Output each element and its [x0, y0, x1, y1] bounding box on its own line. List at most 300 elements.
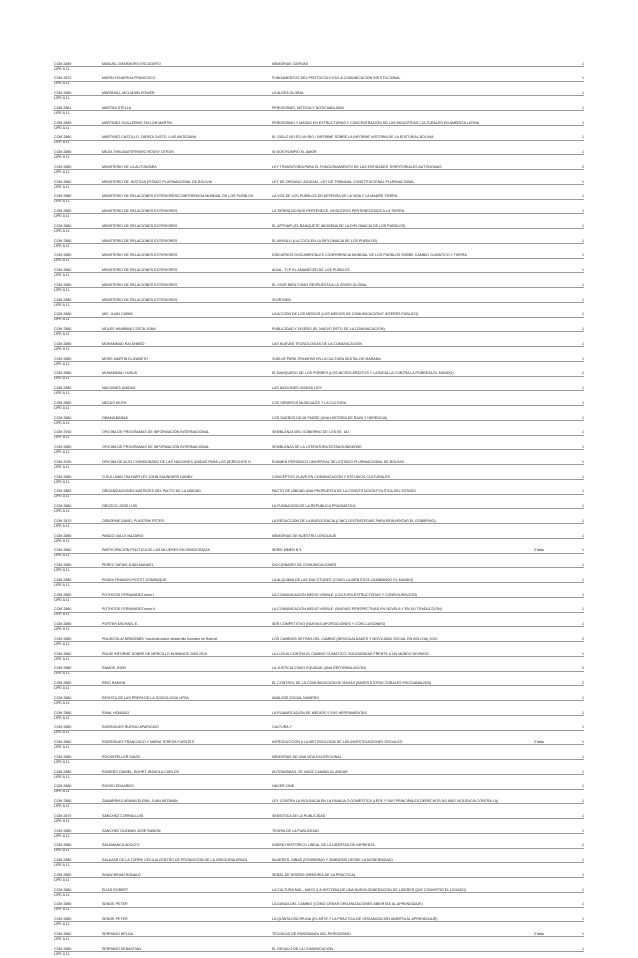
- row-location: LIPE A 11: [54, 804, 70, 809]
- list-row: [54, 368, 584, 383]
- row-location: LIPE A 11: [54, 332, 70, 337]
- row-location: LIPE A 11: [54, 597, 70, 602]
- row-quantity: 1: [582, 872, 584, 877]
- row-quantity: 1: [582, 622, 584, 626]
- row-quantity: 1: [582, 607, 584, 612]
- row-title: MEMORIAS DE NUESTRO LENGUAJE: [272, 533, 337, 538]
- list-row: [54, 515, 584, 530]
- list-row: [54, 589, 584, 604]
- row-author: OSBORNE DAVID, PLASTRIK PETER: [102, 518, 165, 523]
- row-quantity: 1: [582, 695, 584, 700]
- row-location: LIPE A 11: [54, 435, 70, 440]
- row-quantity: 1: [582, 651, 584, 656]
- row-author: MOHAMMAD RAI AHMED: [102, 341, 145, 346]
- row-code: COM 2880: [54, 577, 72, 582]
- row-title: LA TIERRA NO NOS PERTENECE, NOSOTROS PERTENECEMOS A LA TIERRA: [272, 209, 405, 213]
- row-code: COM 2880: [54, 474, 72, 479]
- row-quantity: 1: [582, 931, 584, 936]
- row-title: EL REGALO DE LA COMUNICACIÓN: [272, 946, 333, 951]
- list-row: [54, 560, 584, 575]
- row-author: PEREZ TAPIAS JUAN MANUEL: [102, 563, 154, 567]
- row-quantity: 1: [582, 769, 584, 774]
- row-location: LIPE A 11: [54, 745, 70, 750]
- row-location: LIPE A 11: [54, 287, 70, 292]
- list-row: [54, 353, 584, 368]
- row-title: LA CULTURA MIA – MAYO (LA HISTORIA DE UNA NUEVA GENERACIÓN DE LIDERES QUE CONVIRTIÓ EL LEGADO): [272, 887, 467, 892]
- row-code: COM 2880: [54, 223, 72, 228]
- row-title: LEY DE ÓRGANO JUDICIAL, LEY DE TRIBUNAL CONSTITUCIONAL PLURINACIONAL: [272, 179, 415, 184]
- row-author: SENGE PETER: [102, 917, 128, 921]
- row-quantity: 1: [582, 799, 584, 803]
- list-row: [54, 648, 584, 663]
- row-quantity: 1: [582, 268, 584, 272]
- row-quantity: 1: [582, 253, 584, 258]
- row-location: LIPE A 11: [54, 686, 70, 691]
- row-code: COM 2880: [54, 592, 72, 597]
- row-location: LIPE A 11: [54, 863, 70, 868]
- list-row: [54, 619, 584, 634]
- row-code: COM 2880: [54, 135, 72, 140]
- row-quantity: 1: [582, 430, 584, 435]
- list-row: [54, 117, 584, 132]
- row-code: COM 2880: [54, 150, 72, 154]
- row-location: LIPE A 11: [54, 715, 70, 720]
- row-quantity: 1: [582, 341, 584, 346]
- row-code: COM 2880: [54, 946, 72, 951]
- row-author: RODRIGUES RUFINO APARICIDO: [102, 725, 159, 730]
- row-location: LIPE A 11: [54, 833, 70, 838]
- row-title: LAS NACIONES UNIDAS HOY: [272, 386, 322, 390]
- row-code: COM 2880: [54, 740, 72, 744]
- list-row: [54, 884, 584, 899]
- list-row: [54, 176, 584, 191]
- row-location: LIPE A 11: [54, 273, 70, 278]
- row-quantity: 1: [582, 445, 584, 449]
- row-title: LA REDUCCIÓN DE LA BUROCRACIA (CINCO ESTRATEGIAS PARA REINVENTAR EL GOBIERNO): [272, 518, 436, 523]
- row-location: LIPE A 11: [54, 302, 70, 307]
- row-author: OBAMA BARAK: [102, 415, 128, 420]
- row-title: DISCURSOS DOCUMENTALES CONFERENCIA MUNDIAL DE LOS PUEBLOS SOBRE CAMBIO CLIMÁTICO Y TIERRA: [272, 253, 467, 258]
- list-row: [54, 810, 584, 825]
- row-title: TEORÍA DE LA PUBLICIDAD: [272, 828, 319, 833]
- row-author: MOSS MARTIN ELIZABETH: [102, 356, 148, 361]
- row-quantity: 1: [582, 459, 584, 464]
- row-title: EL SIGLO NO ES UN RÍO / INFORME SOBRE LA INFORME HISTORIA DE LA EDITORIAL BOLIVIA: [272, 135, 434, 140]
- row-location: LIPE A 11: [54, 81, 70, 86]
- row-quantity: 1: [582, 135, 584, 140]
- row-code: COM 2880: [54, 725, 72, 730]
- row-title: LA VOZ DE LOS PUEBLOS EN DEFENSA DE LA VIDA Y LA MADRE TIERRA: [272, 194, 398, 199]
- row-code: COM 2880: [54, 548, 72, 553]
- row-quantity: 2: [582, 681, 584, 685]
- row-title: PUBLICIDAD Y DISEÑO (EL NUEVO RETO DE LA COMUNICACIÓN): [272, 327, 385, 331]
- row-author: OFICINA DE PROGRAMAS DE INFORMACIÓN INTERNACIONAL: [102, 430, 210, 435]
- row-location: LIPE A 11: [54, 125, 70, 130]
- row-author: ROCKEFELLER DAVID: [102, 754, 141, 759]
- row-location: LIPE A 11: [54, 199, 70, 204]
- row-code: COM 2880: [54, 695, 72, 700]
- row-quantity: 1: [582, 415, 584, 420]
- row-location: LIPE A 11: [54, 110, 70, 115]
- row-location: LIPE A 11: [54, 627, 70, 632]
- row-quantity: 1: [582, 194, 584, 199]
- row-quantity: 1: [582, 489, 584, 494]
- row-author: MIC. JUAN CARMI: [102, 312, 133, 317]
- row-quantity: 1: [582, 946, 584, 951]
- row-title: EL APTHAPI (EL BANQUETE INDÍGENA DE LA DIPLOMACIA DE LOS PUEBLOS): [272, 223, 406, 228]
- row-code: COM 2880: [54, 887, 72, 892]
- row-location: LIPE A 11: [54, 184, 70, 189]
- row-quantity: 1: [582, 740, 584, 744]
- row-author: SHAW BRIAN RONALD: [102, 872, 141, 877]
- list-row: [54, 338, 584, 353]
- list-row: [54, 412, 584, 427]
- row-title: PERIODISMO, NOTICIA Y NOTICIABILIDAD: [272, 105, 345, 110]
- row-location: LIPE A 11: [54, 553, 70, 558]
- row-location: LIPE A 11: [54, 568, 70, 573]
- row-title: PACTO DE UNIDAD UNA PROPUESTA DE LA CONSTITUCIÓN POLÍTICA DEL ESTADO: [272, 489, 416, 494]
- list-row: [54, 324, 584, 339]
- list-row: [54, 265, 584, 280]
- row-author: SÁNCHEZ CORRALLUIS: [102, 813, 144, 818]
- row-location: LIPE A 11: [54, 523, 70, 528]
- row-author: MARTINEZ CASTILLO, ZAPATA JUSTO, LUIS ANTEZANA: [102, 135, 197, 140]
- row-location: LIPE A 11: [54, 405, 70, 410]
- row-code: COM 2880: [54, 636, 72, 641]
- row-code: COM 2880: [54, 238, 72, 243]
- row-author: RAMOS JHON: [102, 666, 126, 671]
- row-title: INTRODUCCIÓN A LA METODOLOGÍA DE LAS INVESTIGACIONES SOCIALES: [272, 740, 403, 744]
- row-quantity: 1: [582, 725, 584, 730]
- list-row: [54, 751, 584, 766]
- row-quantity: 1: [582, 312, 584, 317]
- row-quantity: 1: [582, 76, 584, 81]
- row-code: COM 2881: [54, 105, 72, 110]
- row-title: EXAMEN PERIÓDICO UNIVERSAL DEL ESTADO PLURINACIONAL DE BOLIVIA: [272, 459, 404, 464]
- row-quantity: 1: [582, 120, 584, 125]
- row-author: NEGUS KEITH: [102, 400, 127, 405]
- row-author: PISANI FRANCIS,PIOTET DOMINIQUE: [102, 577, 167, 582]
- row-author: PANDO VALLE NAZARIO: [102, 533, 144, 538]
- row-code: COM 2889: [54, 120, 72, 125]
- row-code: COM 2880: [54, 489, 72, 494]
- row-code: COM 2930: [54, 430, 72, 435]
- row-author: PNUD/ INFORME SOBRE DE MERCILLO HUMANOS 2009 2010: [102, 651, 208, 656]
- row-location: LIPE A 11: [54, 641, 70, 646]
- row-location: LIPE A 11: [54, 582, 70, 587]
- row-code: COM 2880: [54, 445, 72, 449]
- list-row: [54, 294, 584, 309]
- row-code: COM 2870: [54, 813, 72, 818]
- row-author: ELIAS ROBERT: [102, 887, 129, 892]
- list-row: [54, 88, 584, 103]
- row-code: COM 2880: [54, 209, 72, 213]
- row-author: OFICINA DE PROGRAMAS DE INFORMACIÓN INTERNACIONAL: [102, 445, 210, 449]
- row-title: SERIE MMEN N°1: [272, 548, 302, 553]
- row-title: LA ACCIÓN DE LOS MEDIOS (LOS MEDIOS DE COMUNICACIÓN E INTERÉS PÚBLICO): [272, 312, 419, 317]
- row-author: SERRANO HELGA: [102, 931, 133, 936]
- row-code: COM 2930: [54, 459, 72, 464]
- row-code: COM 2880: [54, 194, 72, 199]
- row-note: 2 falta: [534, 740, 544, 744]
- row-author: MUHAMMAD YUNUS: [102, 371, 138, 376]
- row-title: LA ALQUIMIA DE LAS MULTITUDES (CÓMO LA WEB ESTÁ CAMBIANDO EL MUNDO): [272, 577, 414, 582]
- row-author: MINISTERIO DE RELACIONES EXTERIORES: [102, 238, 178, 243]
- row-author: MINISTERIO DE RELACIONES EXTERIORES: [102, 253, 178, 258]
- row-quantity: 1: [582, 592, 584, 597]
- row-author: POTHITOS FERNANDEZ tomo II: [102, 607, 156, 612]
- list-row: [54, 191, 584, 206]
- row-title: SER COMPETITIVO (NUEVAS APORTACIONES Y CONCLUSIONES): [272, 622, 386, 626]
- row-title: MEMORIAS DE UNA VIDA EXCEPCIONAL: [272, 754, 342, 759]
- row-title: DICCIONARIO DE COMUNICACIONES: [272, 563, 337, 567]
- row-location: LIPE A 11: [54, 155, 70, 160]
- row-title: FUNDAMENTOS DEL PROTOCOLO EN LA COMUNICACIÓN INSTITUCIONAL: [272, 76, 401, 81]
- row-location: LIPE A 11: [54, 922, 70, 927]
- row-title: SEMBLANZA DE LA LITERATURA ESTADOUNIDENSE: [272, 445, 362, 449]
- list-row: [54, 604, 584, 619]
- list-row: [54, 899, 584, 914]
- row-title: LOS SUEÑOS DE MI PADRE (UNA HISTORIA DE RAZA Y HERENCIA): [272, 415, 388, 420]
- row-title: MUJERES, NIÑAS (FEMINISMO Y SIMBIOSIS DESDE LA MODERNIDAD): [272, 858, 393, 862]
- row-code: COM 2880: [54, 843, 72, 848]
- row-author: OROZCO JOSE LUIS: [102, 504, 138, 508]
- row-code: COM 2880: [54, 651, 72, 656]
- row-code: COM 2880: [54, 386, 72, 390]
- row-title: LAS NUEVAS TECNOLOGÍAS DE LA COMUNICACIÓN: [272, 341, 362, 346]
- row-author: POTHITOS FERNANDEZ tomo I: [102, 592, 155, 597]
- row-code: COM 2880: [54, 415, 72, 420]
- list-row: [54, 132, 584, 147]
- row-title: EL CONTROL DE LA COMUNICACIÓN DE MASAS (BASES ESTRUCTURALES PSICOANÁLISIS): [272, 681, 432, 685]
- row-quantity: 1: [582, 710, 584, 715]
- list-row: [54, 943, 584, 958]
- row-title: LEY TRANSITORIA PARA EL FUNCIONAMIENTO DE LAS ENTIDADES TERRITORIALES AUTÓNOMAS: [272, 164, 442, 169]
- row-author: RODRIGUEZ FRANCISCO Y MARIA TERESA FUENTES: [102, 740, 195, 744]
- list-row: [54, 102, 584, 117]
- row-author: NACIONES UNIDAS: [102, 386, 136, 390]
- row-quantity: 1: [582, 91, 584, 95]
- list-row: [54, 279, 584, 294]
- row-location: LIPE A 11: [54, 877, 70, 882]
- row-location: LIPE A 11: [54, 317, 70, 322]
- row-title: LA COMUNICACIÓN MEDIO VISIBLE. (CULTURA ESTRUCTURAS Y CONFIGURACIÓN): [272, 592, 417, 597]
- row-location: LIPE A 11: [54, 346, 70, 351]
- row-quantity: 1: [582, 917, 584, 921]
- row-code: COM 2880: [54, 872, 72, 877]
- row-title: SI NOS ROMPIÓ EL AMOR: [272, 150, 317, 154]
- row-author: OFICINA DE ALTO COMISIONADO DE LAS NACIONES UNIDAS PARA LOS DERECHOS H: [102, 459, 251, 464]
- list-row: [54, 914, 584, 929]
- row-location: LIPE A 11: [54, 228, 70, 233]
- row-quantity: 1: [582, 828, 584, 833]
- row-code: COM 2880: [54, 297, 72, 302]
- row-location: LIPE A 11: [54, 730, 70, 735]
- list-row: [54, 692, 584, 707]
- row-author: MINISTERIO DE RELACIONES EXTERIORES: [102, 282, 178, 287]
- row-quantity: 1: [582, 577, 584, 582]
- row-quantity: 1: [582, 858, 584, 862]
- row-location: LIPE A 11: [54, 671, 70, 676]
- row-code: COM 2870: [54, 518, 72, 523]
- row-location: LIPE A 11: [54, 538, 70, 543]
- row-location: LIPE A 11: [54, 243, 70, 248]
- row-quantity: 1: [582, 533, 584, 538]
- row-title: LA DANZA DEL CAMBIO (CÓMO CREAR ORGANIZACIONES ABIERTAS AL APRENDIZAJE): [272, 902, 423, 907]
- list-row: [54, 796, 584, 811]
- row-code: COM 2870: [54, 76, 72, 81]
- list-row: [54, 250, 584, 265]
- row-title: LEY CONTRA LA VIOLENCIA EN LA FAMILIA O DOMÉSTICA (LEPE Y SUS PRINCIPALES DERECHOS NO MÁS VIOLENCIA CONTRA LA): [272, 799, 499, 803]
- row-author: REVISTA DE LAS PREPA DE LA SOCIOLOGIA UPSA: [102, 695, 189, 700]
- row-quantity: 1: [582, 179, 584, 184]
- row-author: SALAMANCA ADOLFO: [102, 843, 140, 848]
- row-quantity: 1: [582, 474, 584, 479]
- row-author: SALAZAR DE LA TORRE CECILIA CENTRO DE PROMOCIÓN DE LA GREGORIA APAZA: [102, 858, 248, 862]
- row-location: LIPE A 11: [54, 361, 70, 366]
- list-row: [54, 235, 584, 250]
- row-location: LIPE A 11: [54, 848, 70, 853]
- row-author: MARSHALL MCLUHAN,POWER: [102, 91, 155, 95]
- row-code: COM 2880: [54, 253, 72, 258]
- row-title: AUTONOMÍAS, SE HACE CAMINO AL ANDAR: [272, 769, 348, 774]
- row-location: LIPE A 11: [54, 169, 70, 174]
- list-row: [54, 545, 584, 560]
- row-author: MINISTERIO DE RELACIONES EXTERIORES/CONFERENCIA MUNDIAL DE LOS PUEBLOS: [102, 194, 254, 199]
- row-code: COM 2880: [54, 710, 72, 715]
- row-author: MINISTERIO DE RELACIONES EXTERIORES: [102, 223, 178, 228]
- row-code: COM 2880: [54, 533, 72, 538]
- row-code: COM 2880: [54, 179, 72, 184]
- row-code: COM 2880: [54, 282, 72, 287]
- row-author: PARTICIPACIÓN POLÍTICA DE LAS MUJERES EN DEMOCRACIA: [102, 548, 210, 553]
- row-location: LIPE A 11: [54, 907, 70, 912]
- row-location: LIPE A 11: [54, 96, 70, 101]
- row-title: EL BANQUERO DE LOS POBRES (LOS MICROCRÉDITOS Y LA BATALLA CONTRA LA POBREZA EL MUNDO): [272, 371, 454, 376]
- row-author: MINISTERIO DE RELACIONES EXTERIORES: [102, 209, 178, 213]
- row-title: ALBA - TCP EL AMANECER DE LOS PUEBLOS: [272, 268, 350, 272]
- list-row: [54, 530, 584, 545]
- row-title: CONCEPTOS CLAVE EN COMUNICACIÓN Y ESTUDIOS CULTURALES: [272, 474, 390, 479]
- row-quantity: 1: [582, 105, 584, 110]
- row-author: MANUEL GHARMORO ESCUDERO: [102, 61, 161, 66]
- list-row: [54, 147, 584, 162]
- row-code: COM 2889: [54, 61, 72, 66]
- row-title: LA PLANIFICACIÓN DE MEDIOS Y SUS HERRAMIENTAS: [272, 710, 367, 715]
- row-code: COM 2880: [54, 371, 72, 376]
- row-code: COM 2880: [54, 164, 72, 169]
- list-row: [54, 825, 584, 840]
- row-title: LA LUCHA CONTRA EL CAMBIO CLIMÁTICO: SOLIDARIDAD FRENTE A UN MUNDO DIVIDIDO: [272, 651, 429, 656]
- row-author: RIVAL HOMADO: [102, 710, 130, 715]
- row-title: SEMBLANZA DEL GOBIERNO DE LOS EE. UU.: [272, 430, 350, 435]
- row-code: COM 2880: [54, 312, 72, 317]
- row-location: LIPE A 11: [54, 892, 70, 897]
- list-row: [54, 633, 584, 648]
- row-location: LIPE A 11: [54, 391, 70, 396]
- row-location: LIPE A 11: [54, 759, 70, 764]
- list-row: [54, 383, 584, 398]
- list-row: [54, 58, 584, 73]
- row-note: 2 falta: [534, 548, 544, 553]
- row-title: VIVIR BIEN: [272, 297, 291, 302]
- row-code: COM 2880: [54, 268, 72, 272]
- row-author: ROMERO DANIEL, BOHRT IRAHOLA CARLOS: [102, 769, 179, 774]
- row-location: LIPE A 11: [54, 140, 70, 145]
- row-title: HACER CINE: [272, 784, 295, 789]
- list-row: [54, 501, 584, 516]
- row-location: LIPE A 11: [54, 612, 70, 617]
- list-row: [54, 574, 584, 589]
- list-row: [54, 161, 584, 176]
- row-location: LIPE A 11: [54, 774, 70, 779]
- row-title: LA COMUNICACIÓN MEDIO VISIBLE. (NUEVAS PERSPECTIVAS EN NOVELA Y EN SU TRADUCCIÓN): [272, 607, 442, 612]
- row-title: SEÑAL DE DISEÑO (MEMORIA DE LA PRÁCTICA): [272, 872, 356, 877]
- row-quantity: 1: [582, 223, 584, 228]
- row-location: LIPE A 11: [54, 789, 70, 794]
- row-code: COM 2880: [54, 666, 72, 671]
- row-quantity: 1: [582, 297, 584, 302]
- row-location: LIPE A 11: [54, 494, 70, 499]
- row-title: LA FUNDACIÓN DE LA REPÚBLICA PRAGMÁTICA: [272, 504, 356, 508]
- row-quantity: 1: [582, 150, 584, 154]
- list-row: [54, 73, 584, 88]
- row-title: DISEÑO HISTÓRICO LINEAL DE LA LIBERTAD DE IMPRENTA: [272, 843, 375, 848]
- row-quantity: 1: [582, 754, 584, 759]
- row-location: LIPE A 11: [54, 258, 70, 263]
- row-author: MARIN FIGUEROA FRANCISCO: [102, 76, 156, 81]
- row-title: LA ALDEA GLOBAL: [272, 91, 304, 95]
- row-author: MINISTERIO DE RELACIONES EXTERIORES: [102, 268, 178, 272]
- row-note: 2 falta: [534, 931, 544, 936]
- row-location: LIPE A 11: [54, 700, 70, 705]
- list-row: [54, 442, 584, 457]
- row-quantity: 1: [582, 400, 584, 405]
- row-author: MOLES HAMRANI COSTA JOAN: [102, 327, 156, 331]
- row-title: EL AKHULLI (LA COCA EN LA DIPLOMACIA DE LOS PUEBLOS): [272, 238, 378, 243]
- row-quantity: 1: [582, 282, 584, 287]
- row-author: REIG RAMON: [102, 681, 126, 685]
- row-quantity: 2: [582, 636, 584, 641]
- row-author: ZAMARRIAS ARMAN ELENA, JUAN NEGMAN: [102, 799, 178, 803]
- row-quantity: 1: [582, 504, 584, 508]
- list-row: [54, 707, 584, 722]
- row-title: LOS GÉNEROS MUSICALES Y LA CULTURA: [272, 400, 347, 405]
- row-title: SEMIÓTICA DE LA PUBLICIDAD: [272, 813, 326, 818]
- list-row: [54, 663, 584, 678]
- row-location: LIPE A 11: [54, 509, 70, 514]
- row-author: RUSSO EDUARDO: [102, 784, 134, 789]
- list-row: [54, 486, 584, 501]
- inventory-list: [54, 58, 584, 958]
- row-title: LA JUSTICIA COMO EQUIDAD (UNA REFORMULACIÓN): [272, 666, 366, 671]
- list-row: [54, 309, 584, 324]
- row-author: SENGE PETER: [102, 902, 128, 907]
- row-location: LIPE A 11: [54, 464, 70, 469]
- row-quantity: 1: [582, 356, 584, 361]
- row-title: LOS CAMBIOS DETRÁS DEL CAMBIO (DESIGUALDADES Y MOVILIDAD SOCIAL EN BOLIVIA) 2010: [272, 636, 438, 641]
- row-quantity: 1: [582, 386, 584, 390]
- row-quantity: 1: [582, 813, 584, 818]
- list-row: [54, 766, 584, 781]
- list-row: [54, 869, 584, 884]
- row-code: COM 2880: [54, 784, 72, 789]
- list-row: [54, 220, 584, 235]
- list-row: [54, 206, 584, 221]
- list-row: [54, 855, 584, 870]
- row-code: COM 2880: [54, 828, 72, 833]
- row-title: EL VIVIR BIEN COMO RESPUESTA A LA CRISIS GLOBAL: [272, 282, 368, 287]
